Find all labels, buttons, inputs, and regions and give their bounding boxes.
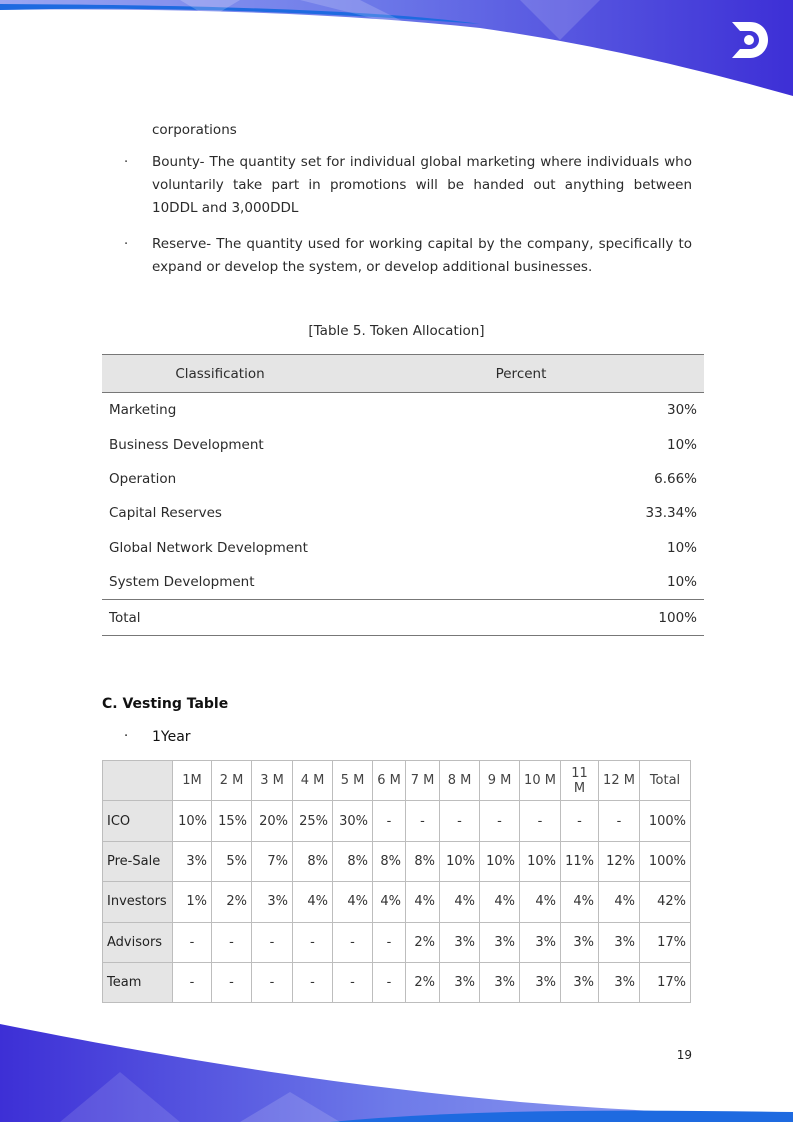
value-cell: 2% — [212, 882, 252, 922]
value-cell: 4% — [561, 882, 599, 922]
value-cell: 8% — [406, 841, 440, 881]
value-cell: - — [212, 922, 252, 962]
row-label: Capital Reserves — [109, 505, 222, 522]
row-percent: 10% — [666, 574, 697, 591]
row-label: Advisors — [103, 922, 173, 962]
value-cell: 3% — [599, 922, 640, 962]
value-cell: - — [252, 922, 293, 962]
footer-decoration — [0, 1012, 793, 1122]
table-caption: [Table 5. Token Allocation] — [308, 323, 485, 339]
value-cell: 10% — [440, 841, 480, 881]
column-header: 10 M — [520, 761, 561, 801]
value-cell: - — [561, 801, 599, 841]
total-cell: 17% — [640, 922, 691, 962]
vesting-row — [103, 882, 691, 922]
vesting-table — [102, 760, 691, 1003]
value-cell: 25% — [293, 801, 333, 841]
value-cell: - — [373, 962, 406, 1002]
value-cell: 3% — [599, 962, 640, 1002]
value-cell: 4% — [333, 882, 373, 922]
value-cell: 8% — [293, 841, 333, 881]
value-cell: - — [293, 922, 333, 962]
vesting-row — [103, 841, 691, 881]
value-cell: - — [373, 922, 406, 962]
value-cell: 3% — [440, 962, 480, 1002]
value-cell: 3% — [480, 962, 520, 1002]
value-cell: 3% — [561, 962, 599, 1002]
table-row — [102, 531, 704, 565]
row-label: System Development — [109, 574, 255, 591]
value-cell: - — [293, 962, 333, 1002]
bullet-icon: · — [124, 237, 129, 252]
value-cell: 20% — [252, 801, 293, 841]
ddl-logo-icon — [722, 14, 774, 66]
value-cell: 1% — [173, 882, 212, 922]
column-header-classification: Classification — [102, 355, 338, 393]
vesting-header-row — [103, 761, 691, 801]
value-cell: - — [406, 801, 440, 841]
table-row — [102, 393, 704, 428]
row-percent: 6.66% — [654, 470, 697, 487]
value-cell: 7% — [252, 841, 293, 881]
value-cell: 12% — [599, 841, 640, 881]
value-cell: - — [373, 801, 406, 841]
column-header: 3 M — [252, 761, 293, 801]
row-label: Team — [103, 962, 173, 1002]
column-header: 6 M — [373, 761, 406, 801]
total-cell: 100% — [640, 841, 691, 881]
value-cell: 4% — [406, 882, 440, 922]
column-header: 5 M — [333, 761, 373, 801]
value-cell: 10% — [173, 801, 212, 841]
row-label: Global Network Development — [109, 539, 308, 556]
corner-cell — [103, 761, 173, 801]
row-label: Pre-Sale — [103, 841, 173, 881]
value-cell: - — [480, 801, 520, 841]
value-cell: 2% — [406, 962, 440, 1002]
row-label: Investors — [103, 882, 173, 922]
token-allocation-table — [102, 354, 704, 636]
table-row — [102, 565, 704, 600]
bullet-text: Bounty- The quantity set for individual global marketing where individuals who voluntarily take part in promotions will be handed out anything between 10DDL and 3,000DDL — [152, 154, 692, 216]
column-header: 9 M — [480, 761, 520, 801]
value-cell: 8% — [373, 841, 406, 881]
value-cell: 3% — [173, 841, 212, 881]
value-cell: - — [173, 922, 212, 962]
table-row — [102, 496, 704, 530]
value-cell: 3% — [252, 882, 293, 922]
value-cell: 10% — [480, 841, 520, 881]
row-percent: 30% — [666, 402, 697, 419]
header-decoration — [0, 0, 793, 100]
value-cell: 5% — [212, 841, 252, 881]
value-cell: - — [173, 962, 212, 1002]
table-total-row — [102, 600, 704, 635]
column-header: 2 M — [212, 761, 252, 801]
row-label: Marketing — [109, 402, 177, 419]
value-cell: 30% — [333, 801, 373, 841]
value-cell: 3% — [561, 922, 599, 962]
vesting-row — [103, 801, 691, 841]
value-cell: - — [333, 962, 373, 1002]
value-cell: 10% — [520, 841, 561, 881]
row-label: Business Development — [109, 436, 264, 453]
value-cell: 3% — [520, 922, 561, 962]
value-cell: 4% — [440, 882, 480, 922]
value-cell: - — [520, 801, 561, 841]
column-header-total: Total — [640, 761, 691, 801]
column-header: 4 M — [293, 761, 333, 801]
value-cell: - — [252, 962, 293, 1002]
value-cell: 3% — [480, 922, 520, 962]
vesting-row — [103, 962, 691, 1002]
value-cell: 2% — [406, 922, 440, 962]
bullet-icon: · — [124, 729, 129, 744]
bullet-icon: · — [124, 155, 129, 170]
column-header: 7 M — [406, 761, 440, 801]
value-cell: 4% — [480, 882, 520, 922]
row-percent: 10% — [666, 436, 697, 453]
column-header: 11 M — [561, 761, 599, 801]
table-row — [102, 462, 704, 496]
table-header-row — [102, 355, 704, 393]
value-cell: 4% — [520, 882, 561, 922]
page-number: 19 — [676, 1048, 692, 1062]
table-row — [102, 427, 704, 461]
total-cell: 42% — [640, 882, 691, 922]
total-cell: 17% — [640, 962, 691, 1002]
value-cell: - — [333, 922, 373, 962]
row-percent: 33.34% — [645, 505, 697, 522]
row-label: ICO — [103, 801, 173, 841]
column-header: 8 M — [440, 761, 480, 801]
value-cell: 3% — [520, 962, 561, 1002]
value-cell: - — [599, 801, 640, 841]
value-cell: - — [212, 962, 252, 1002]
bullet-text: Reserve- The quantity used for working capital by the company, specifically to expand or develop the system, or develop additional businesses. — [152, 236, 692, 275]
paragraph-continuation: corporations — [152, 122, 237, 138]
value-cell: 3% — [440, 922, 480, 962]
column-header: 1M — [173, 761, 212, 801]
value-cell: 4% — [599, 882, 640, 922]
section-title: C. Vesting Table — [102, 696, 229, 712]
subtitle-text: 1Year — [152, 729, 191, 745]
value-cell: 4% — [373, 882, 406, 922]
row-label: Operation — [109, 470, 177, 487]
vesting-row — [103, 922, 691, 962]
value-cell: - — [440, 801, 480, 841]
value-cell: 4% — [293, 882, 333, 922]
value-cell: 8% — [333, 841, 373, 881]
value-cell: 11% — [561, 841, 599, 881]
row-percent: 10% — [666, 539, 697, 556]
column-header-percent: Percent — [338, 355, 704, 393]
total-label: Total — [102, 600, 338, 635]
total-cell: 100% — [640, 801, 691, 841]
value-cell: 15% — [212, 801, 252, 841]
total-percent: 100% — [338, 600, 704, 635]
column-header: 12 M — [599, 761, 640, 801]
